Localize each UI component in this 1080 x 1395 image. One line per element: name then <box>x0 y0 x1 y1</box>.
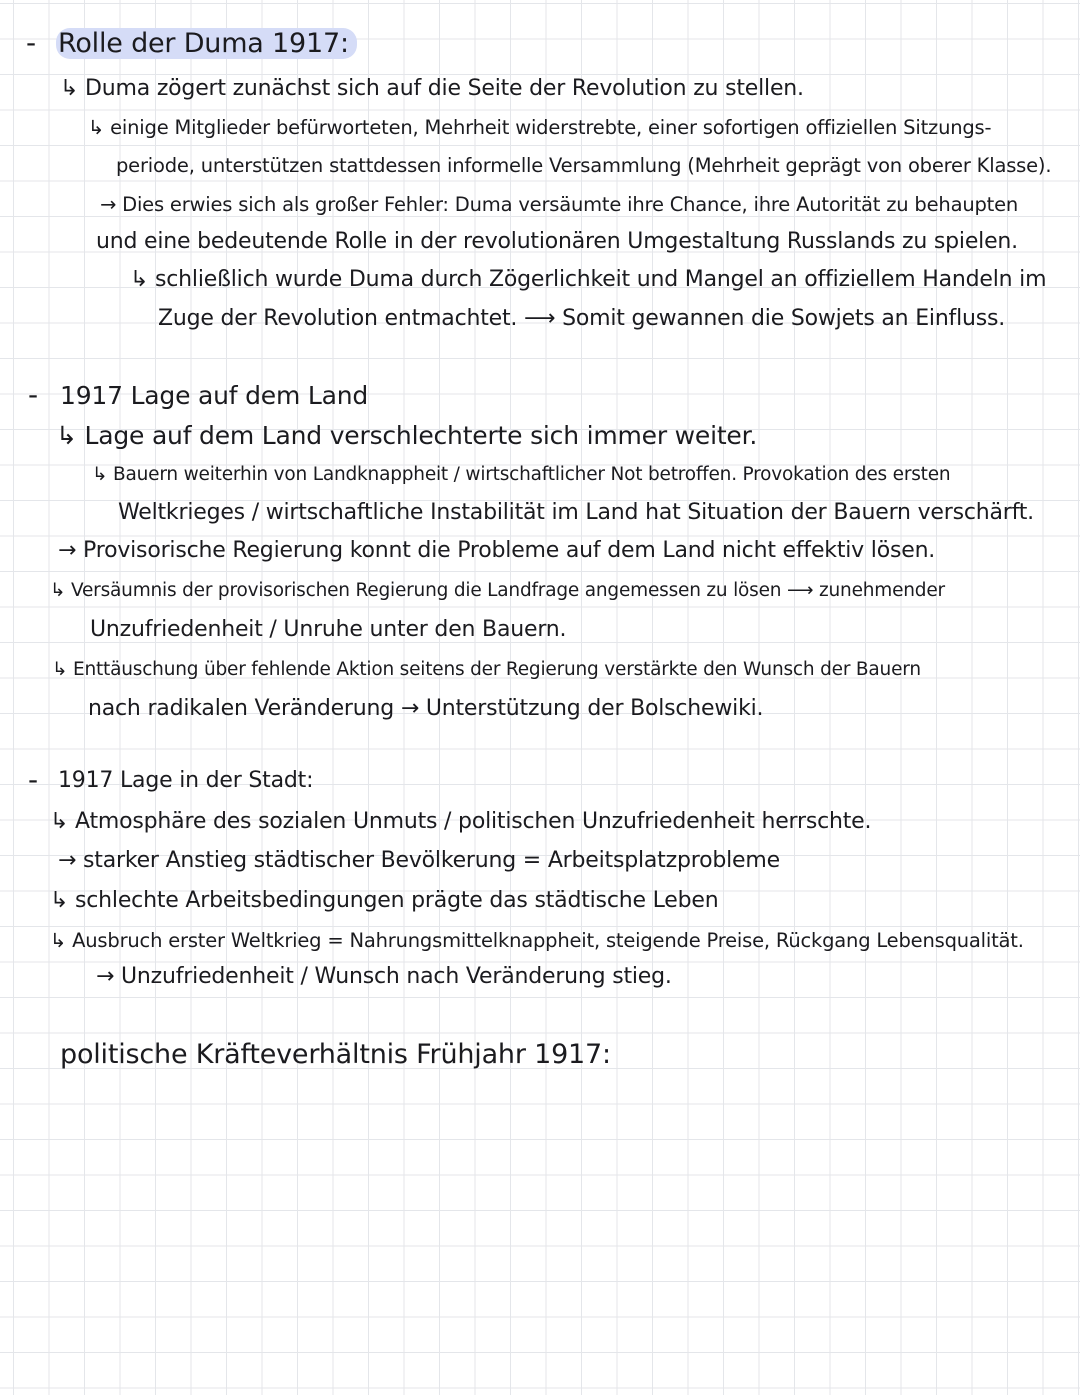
bullet-dash: - <box>26 26 37 59</box>
section-heading-land: 1917 Lage auf dem Land <box>60 381 369 410</box>
note-line: ↳ Bauern weiterhin von Landknappheit / wirtschaftlicher Not betroffen. Provokation des ersten <box>92 464 951 485</box>
bullet-dash: - <box>28 378 39 411</box>
note-line: ↳ schließlich wurde Duma durch Zögerlichkeit und Mangel an offiziellem Handeln im <box>130 267 1047 292</box>
note-line: ↳ Atmosphäre des sozialen Unmuts / politischen Unzufriedenheit herrschte. <box>50 809 872 834</box>
note-line: Weltkrieges / wirtschaftliche Instabilität im Land hat Situation der Bauern verschärft. <box>118 500 1034 525</box>
note-line: → Unzufriedenheit / Wunsch nach Veränderung stieg. <box>96 964 672 989</box>
note-line: ↳ Versäumnis der provisorischen Regierung die Landfrage angemessen zu lösen ⟶ zunehmender <box>50 580 945 601</box>
note-line: ↳ Duma zögert zunächst sich auf die Seite der Revolution zu stellen. <box>60 76 804 101</box>
note-line: ↳ Lage auf dem Land verschlechterte sich immer weiter. <box>56 421 758 450</box>
section-heading-duma <box>56 29 357 59</box>
section-heading-stadt: 1917 Lage in der Stadt: <box>58 768 314 793</box>
note-line: periode, unterstützen stattdessen informelle Versammlung (Mehrheit geprägt von oberer Klasse). <box>116 154 1052 177</box>
note-line: ↳ einige Mitglieder befürworteten, Mehrheit widerstrebte, einer sofortigen offiziellen Sitzungs- <box>88 116 992 139</box>
section-heading-kraefte: politische Kräfteverhältnis Frühjahr 1917: <box>60 1039 611 1070</box>
note-line: ↳ Ausbruch erster Weltkrieg = Nahrungsmittelknappheit, steigende Preise, Rückgang Lebensqualität. <box>50 929 1024 952</box>
note-line: → Provisorische Regierung konnt die Probleme auf dem Land nicht effektiv lösen. <box>58 538 936 563</box>
note-line: ↳ schlechte Arbeitsbedingungen prägte das städtische Leben <box>50 888 719 913</box>
note-line: → Dies erwies sich als großer Fehler: Duma versäumte ihre Chance, ihre Autorität zu behaupten <box>100 193 1019 216</box>
note-line: Zuge der Revolution entmachtet. ⟶ Somit gewannen die Sowjets an Einfluss. <box>158 306 1006 331</box>
note-line: → starker Anstieg städtischer Bevölkerung = Arbeitsplatzprobleme <box>58 848 780 873</box>
note-line: Unzufriedenheit / Unruhe unter den Bauern. <box>90 617 567 642</box>
note-line: ↳ Enttäuschung über fehlende Aktion seitens der Regierung verstärkte den Wunsch der Bauern <box>52 659 921 680</box>
note-line: und eine bedeutende Rolle in der revolutionären Umgestaltung Russlands zu spielen. <box>96 229 1018 254</box>
heading-highlight: Rolle der Duma 1917: <box>56 28 357 59</box>
note-line: nach radikalen Veränderung → Unterstützung der Bolschewiki. <box>88 696 764 721</box>
bullet-dash: - <box>28 763 39 796</box>
